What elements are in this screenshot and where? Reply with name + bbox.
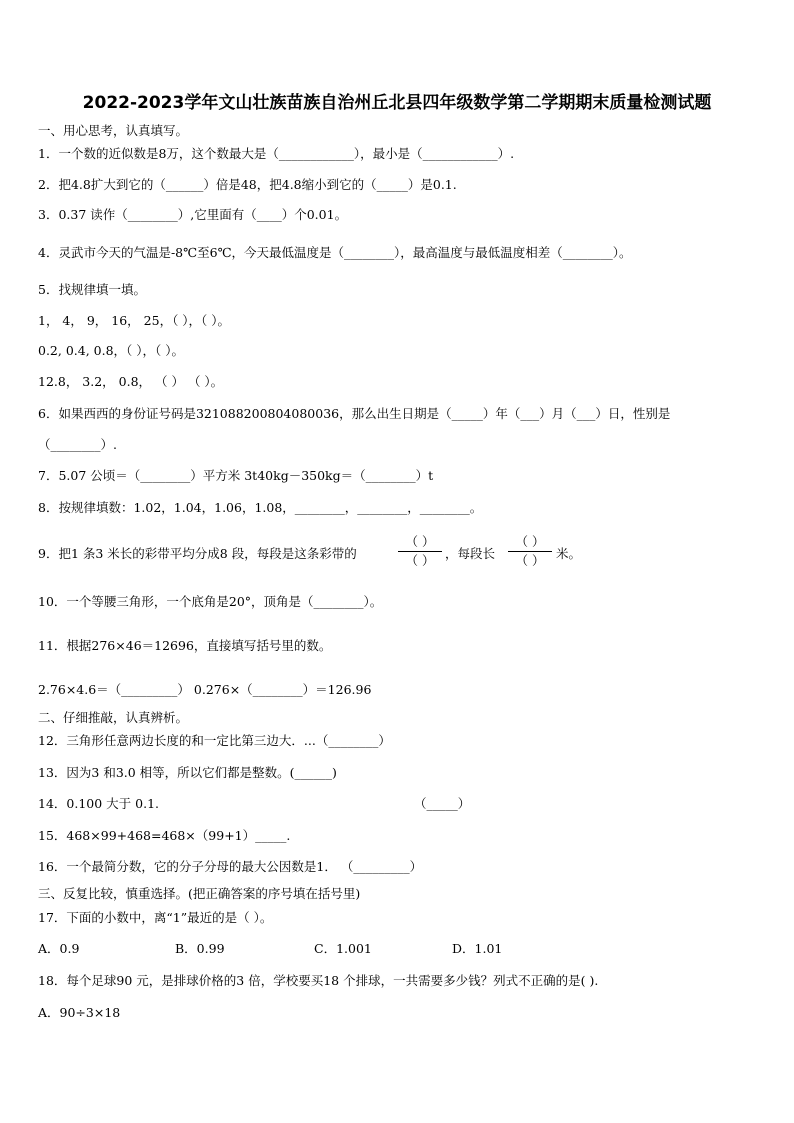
question-17-option-b: B．0.99 [175, 941, 225, 956]
question-17-option-c: C．1.001 [314, 941, 372, 956]
question-9-fraction-1 [398, 534, 442, 569]
question-10: 10．一个等腰三角形，一个底角是20°，顶角是（________）。 [38, 594, 383, 609]
question-6: 6．如果西西的身份证号码是321088200804080036，那么出生日期是（_____）年（___）月（___）日，性别是 [38, 406, 671, 421]
page-title: 2022-2023学年文山壮族苗族自治州丘北县四年级数学第二学期期末质量检测试题 [82, 93, 712, 113]
question-9-prefix: 9．把1 条3 米长的彩带平均分成8 段，每段是这条彩带的 [38, 546, 357, 561]
question-11-items: 2.76×4.6＝（_________） 0.276×（________）＝126.96 [38, 682, 372, 697]
section-2-heading: 二、仔细推敲，认真辨析。 [38, 710, 189, 725]
question-4: 4．灵武市今天的气温是-8℃至6℃，今天最低温度是（________），最高温度与最低温度相差（________）。 [38, 245, 632, 260]
question-17: 17．下面的小数中，离“1”最近的是（ ）。 [38, 910, 273, 925]
section-1-heading: 一、用心思考，认真填写。 [38, 123, 189, 138]
question-18: 18．每个足球90 元，是排球价格的3 倍，学校要买18 个排球，一共需要多少钱？列式不正确的是( ). [38, 973, 599, 988]
question-12: 12．三角形任意两边长度的和一定比第三边大．...（________） [38, 733, 391, 748]
question-1: 1．一个数的近似数是8万，这个数最大是（____________），最小是（____________）. [38, 146, 515, 161]
question-5-sequence-b: 0.2, 0.4, 0.8，（ ），（ ）。 [38, 343, 184, 358]
question-9-suffix: 米。 [556, 546, 582, 561]
question-13: 13．因为3 和3.0 相等，所以它们都是整数。(______) [38, 765, 337, 780]
fraction-bar [508, 551, 552, 552]
question-5-sequence-c: 12.8， 3.2， 0.8， （ ） （ ）。 [38, 374, 224, 389]
question-14: 14．0.100 大于 0.1. [38, 796, 159, 811]
fraction-numerator: （ ） [515, 534, 545, 549]
question-9-middle: ，每段长 [445, 546, 496, 561]
question-6-continued: （________）. [38, 437, 117, 452]
question-9-fraction-2 [508, 534, 552, 569]
question-18-option-a: A．90÷3×18 [38, 1005, 121, 1020]
question-17-option-a: A．0.9 [38, 941, 80, 956]
fraction-denominator: （ ） [405, 553, 435, 568]
fraction-numerator: （ ） [405, 534, 435, 549]
question-3: 3．0.37 读作（________）,它里面有（____）个0.01。 [38, 207, 348, 222]
question-17-option-d: D．1.01 [452, 941, 503, 956]
question-8: 8．按规律填数：1.02，1.04，1.06，1.08，________，________，________。 [38, 500, 483, 515]
question-11: 11．根据276×46＝12696，直接填写括号里的数。 [38, 638, 332, 653]
fraction-denominator: （ ） [515, 553, 545, 568]
question-14-answer-blank: （_____） [414, 796, 471, 811]
question-5: 5．找规律填一填。 [38, 282, 146, 297]
question-7: 7．5.07 公顷＝（________）平方米 3t40kg－350kg＝（________）t [38, 468, 434, 483]
question-15: 15．468×99+468=468×（99+1）_____. [38, 828, 291, 843]
question-2: 2．把4.8扩大到它的（______）倍是48，把4.8缩小到它的（_____）是0.1. [38, 177, 457, 192]
fraction-bar [398, 551, 442, 552]
question-16: 16．一个最简分数，它的分子分母的最大公因数是1． （_________） [38, 859, 423, 874]
question-5-sequence-a: 1， 4， 9， 16， 25，（ ），（ ）。 [38, 313, 231, 328]
section-3-heading: 三、反复比较，慎重选择。(把正确答案的序号填在括号里) [38, 886, 361, 901]
